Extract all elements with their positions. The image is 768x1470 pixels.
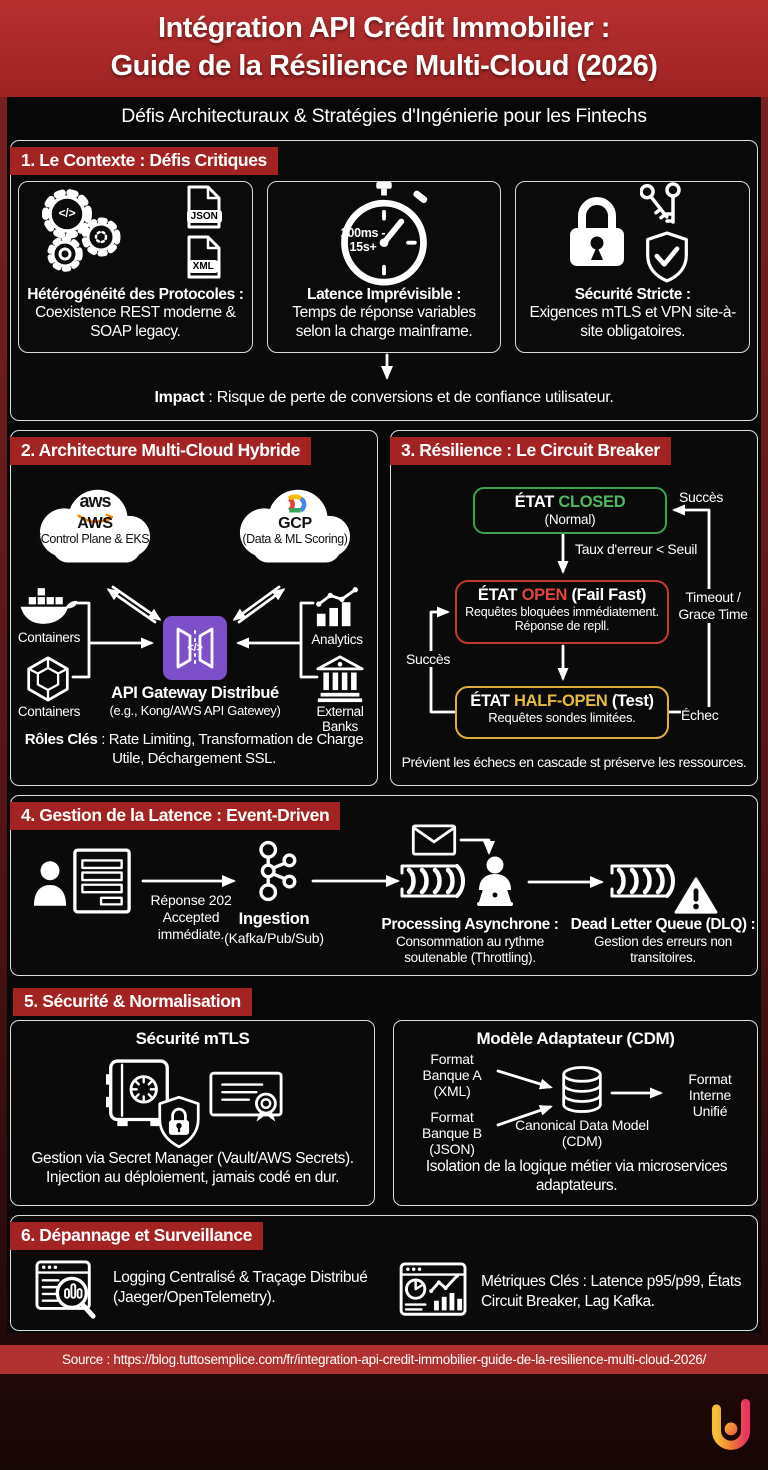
docker-containers-label: Containers <box>17 630 81 645</box>
keys-icon <box>640 182 686 235</box>
external-banks-label: External Banks <box>316 704 364 734</box>
section-context-label: 1. Le Contexte : Défis Critiques <box>10 147 278 175</box>
shield-lock-icon <box>157 1095 201 1154</box>
edge-success-right: Succès <box>679 489 724 505</box>
mtls-text: Gestion via Secret Manager (Vault/AWS Secrets). Injection au déploiement, jamais codé en dur. <box>31 1150 354 1187</box>
json-file-icon <box>184 184 228 235</box>
gcp-cloud-sub: (Data & ML Scoring) <box>242 532 348 546</box>
gears-code-icon <box>37 188 133 280</box>
impact-text: : Risque de perte de conversions et de confiance utilisateur. <box>204 389 614 406</box>
metrics-text: Métriques Clés : Latence p95/p99, États Circuit Breaker, Lag Kafka. <box>481 1273 742 1311</box>
shield-check-icon <box>644 230 690 289</box>
gateway-title: API Gateway Distribué <box>111 684 279 702</box>
edge-error-rate: Taux d'erreur < Seuil <box>575 541 698 557</box>
page-title-line2: Guide de la Résilience Multi-Cloud (2026) <box>110 49 658 82</box>
impact-arrow <box>375 353 399 389</box>
ingestion-subtitle: (Kafka/Pub/Sub) <box>224 930 324 946</box>
ingestion-title: Ingestion <box>238 910 310 928</box>
edge-success-left: Succès <box>399 651 457 667</box>
mtls-card <box>10 1020 375 1206</box>
card-security-text: Exigences mTLS et VPN site-à-site obligatoires. <box>529 304 736 340</box>
half-prefix: ÉTAT <box>470 692 514 710</box>
hex-containers-label: Containers <box>17 704 81 719</box>
aws-logo <box>25 493 165 515</box>
state-half-open <box>455 686 669 739</box>
context-cards <box>18 181 750 353</box>
padlock-icon <box>562 192 632 277</box>
processing-title: Processing Asynchrone : <box>381 916 559 933</box>
title-banner <box>0 0 768 97</box>
stopwatch-range-label: 200ms - 15s+ <box>340 226 386 255</box>
card-latency <box>267 181 502 353</box>
certificate-icon <box>209 1067 283 1128</box>
xml-badge: XML <box>189 260 218 273</box>
gateway-code-glyph: </> <box>187 642 203 654</box>
cdm-db-label: Canonical Data Model (CDM) <box>515 1117 649 1150</box>
open-desc: Requêtes bloquées immédiatement. Réponse de repll. <box>465 605 659 634</box>
xml-file-icon <box>184 234 228 285</box>
aws-cloud-name: AWS <box>77 515 113 532</box>
open-prefix: ÉTAT <box>477 586 522 604</box>
card-latency-title: Latence Imprévisible : <box>307 286 462 303</box>
aws-logo-text: aws <box>79 491 111 511</box>
source-text: Source : https://blog.tuttosemplice.com/fr/integration-api-credit-immobilier-guide-de-la-resilience-multi-cloud-2026/ <box>62 1352 706 1367</box>
gcp-cloud-name: GCP <box>278 515 312 532</box>
card-security <box>515 181 750 353</box>
page-title-line1: Intégration API Crédit Immobilier : <box>158 12 610 44</box>
page-subtitle: Défis Architecturaux & Stratégies d'Ingénierie pour les Fintechs <box>121 105 647 127</box>
mtls-title: Sécurité mTLS <box>135 1029 250 1048</box>
cdm-connectors <box>394 1021 759 1207</box>
card-security-icons <box>516 182 749 286</box>
cdm-input-b: Format Banque B (JSON) <box>422 1109 482 1158</box>
half-name: HALF-OPEN <box>513 692 608 710</box>
aws-cloud-sub: (Control Plane & EKS) <box>37 532 153 546</box>
tuttosemplice-logo-icon <box>706 1398 756 1463</box>
section-monitoring <box>10 1215 758 1331</box>
log-search-icon <box>35 1260 99 1327</box>
code-glyph: </> <box>58 206 76 220</box>
impact-line <box>11 389 757 407</box>
card-protocols-icons <box>19 182 252 286</box>
analytics-label: Analytics <box>311 632 363 647</box>
json-badge: JSON <box>187 210 222 223</box>
open-suffix: (Fail Fast) <box>567 586 647 604</box>
cdm-text: Isolation de la logique métier via microservices adaptateurs. <box>425 1158 728 1195</box>
section-event-driven-label: 4. Gestion de la Latence : Event-Driven <box>10 802 340 830</box>
section-security-label: 5. Sécurité & Normalisation <box>13 988 252 1016</box>
processing-text: Consommation au rythme soutenable (Throttling). <box>396 934 544 966</box>
metrics-dashboard-icon <box>399 1262 471 1327</box>
open-name: OPEN <box>521 586 568 604</box>
closed-sub: (Normal) <box>544 512 596 527</box>
roles-label: Rôles Clés <box>24 731 98 748</box>
edge-timeout: Timeout / Grace Time <box>674 589 752 623</box>
gcp-logo <box>225 493 365 515</box>
cdm-card <box>393 1020 758 1206</box>
cdm-title: Modèle Adaptateur (CDM) <box>476 1029 675 1048</box>
state-open <box>455 580 669 644</box>
state-closed <box>473 487 667 534</box>
edge-failure: Échec <box>681 707 719 723</box>
section-architecture-label: 2. Architecture Multi-Cloud Hybride <box>10 437 311 465</box>
stopwatch-icon <box>328 182 440 286</box>
roles-text: : Rate Limiting, Transformation de Charge Utile, Déchargement SSL. <box>97 731 364 767</box>
closed-name: CLOSED <box>558 493 626 511</box>
source-band <box>0 1345 768 1374</box>
cdm-input-a: Format Banque A (XML) <box>422 1051 482 1100</box>
architecture-connectors <box>11 431 379 787</box>
dlq-title: Dead Letter Queue (DLQ) : <box>570 916 756 933</box>
half-desc: Requêtes sondes limitées. <box>488 710 636 725</box>
card-latency-icons <box>268 182 501 286</box>
card-security-title: Sécurité Stricte : <box>574 286 691 303</box>
section-circuit-breaker <box>390 430 758 786</box>
page-title <box>0 10 768 85</box>
section-context <box>10 140 758 421</box>
section-event-driven <box>10 795 758 976</box>
dlq-text: Gestion des erreurs non transitoires. <box>594 934 732 966</box>
cdm-output: Format Interne Unifié <box>688 1071 732 1120</box>
impact-label: Impact <box>154 389 205 406</box>
logging-text: Logging Centralisé & Traçage Distribué (Jaeger/OpenTelemetry). <box>113 1269 368 1307</box>
card-protocols <box>18 181 253 353</box>
gateway-subtitle: (e.g., Kong/AWS API Gatewey) <box>109 703 281 718</box>
section-architecture <box>10 430 378 786</box>
card-protocols-title: Hétérogénéité des Protocoles : <box>27 286 244 303</box>
main-panel <box>7 97 761 1333</box>
half-suffix: (Test) <box>607 692 654 710</box>
card-latency-text: Temps de réponse variables selon la charge mainframe. <box>292 304 476 340</box>
closed-prefix: ÉTAT <box>514 493 559 511</box>
circuit-breaker-note: Prévient les échecs en cascade st préserve les ressources. <box>401 754 747 770</box>
section-circuit-breaker-label: 3. Résilience : Le Circuit Breaker <box>390 437 671 465</box>
section-monitoring-label: 6. Dépannage et Surveillance <box>10 1222 263 1250</box>
event-driven-connectors <box>11 796 759 977</box>
card-protocols-text: Coexistence REST moderne & SOAP legacy. <box>35 304 236 340</box>
api-gateway-icon <box>163 616 227 680</box>
client-caption: Réponse 202 Accepted immédiate. <box>150 892 232 942</box>
